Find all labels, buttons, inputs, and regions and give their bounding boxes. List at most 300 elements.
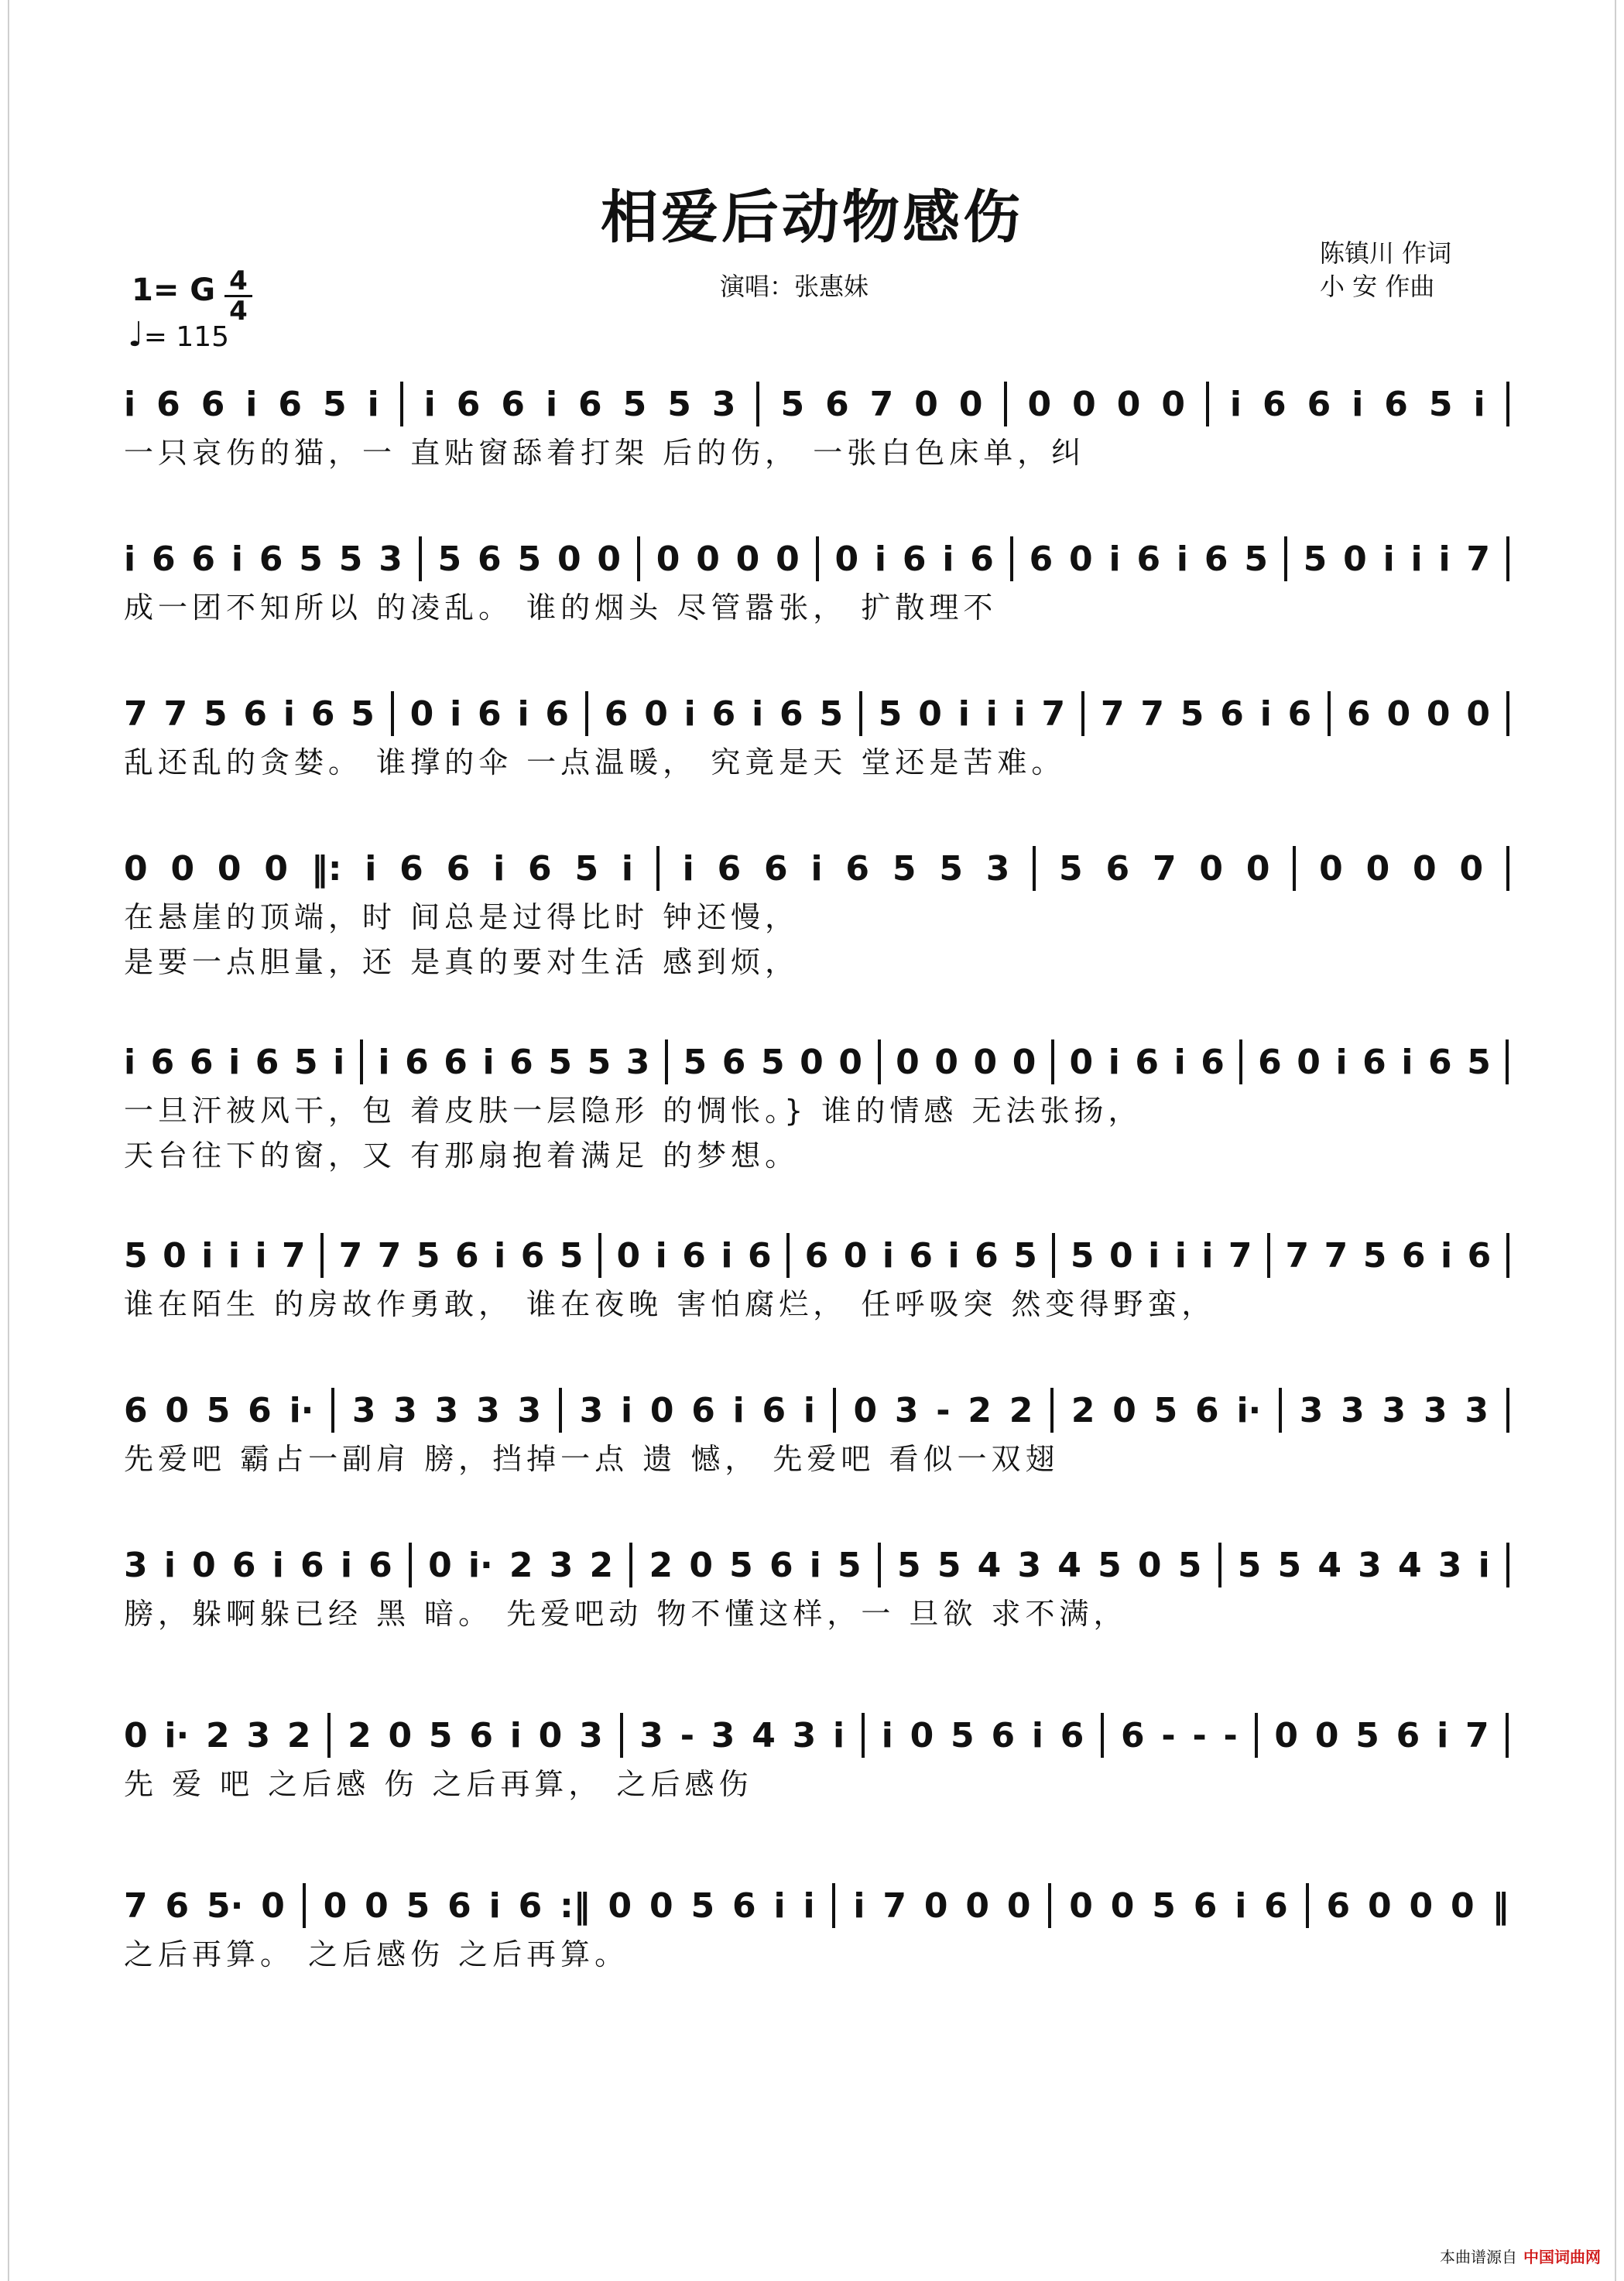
note-token: 7 xyxy=(1100,694,1125,734)
note-token: i xyxy=(958,694,970,734)
note-token: 3 xyxy=(434,1390,459,1430)
note-token: i xyxy=(773,1885,786,1926)
song-title: 相爱后动物感伤 xyxy=(601,184,1023,251)
note-token: 5 xyxy=(1237,1545,1262,1585)
note-token: 6 xyxy=(1362,1042,1386,1082)
note-token: 6 xyxy=(259,539,283,579)
note-token: 7 xyxy=(338,1235,363,1276)
note-token: 5 xyxy=(1244,539,1268,579)
note-token: 6 xyxy=(1307,384,1331,424)
note-token: 7 xyxy=(1041,694,1066,734)
note-token: 6 xyxy=(191,539,216,579)
bar-line xyxy=(637,536,640,581)
bar-line xyxy=(559,1388,562,1433)
note-token: i xyxy=(450,694,462,734)
note-token: 6 xyxy=(405,1042,429,1082)
note-token: 0 xyxy=(649,1390,674,1430)
bar-line xyxy=(1328,691,1331,736)
note-token: 5 xyxy=(1355,1715,1379,1755)
note-token: 0 xyxy=(323,1885,348,1926)
bar-line xyxy=(1048,1883,1051,1928)
note-token: 5 xyxy=(124,1235,148,1276)
note-token: i· xyxy=(1236,1390,1262,1430)
lyric-line: 在悬崖的顶端，时 间总是过得比时 钟还慢， xyxy=(124,899,800,934)
note-token: i xyxy=(482,1042,495,1082)
note-token: 6 xyxy=(604,694,629,734)
note-token: 6 xyxy=(310,694,335,734)
score-row xyxy=(124,536,1509,627)
note-token: i xyxy=(809,1545,821,1585)
note-token: 0 xyxy=(1161,384,1185,424)
note-token: 0 xyxy=(1343,539,1367,579)
score-row xyxy=(124,845,1509,981)
note-token: 5 xyxy=(416,1235,440,1276)
note-line xyxy=(124,1039,1509,1085)
note-token: 5 xyxy=(878,694,903,734)
note-token: 3 xyxy=(1299,1390,1324,1430)
bar-line xyxy=(391,691,394,736)
bar-line xyxy=(862,1713,865,1758)
note-token: 6 xyxy=(902,539,927,579)
lyric-line: 谁在陌生 的房故作勇敢， 谁在夜晚 害怕腐烂， 任呼吸突 然变得野蛮， xyxy=(124,1286,1216,1321)
note-token: 5 xyxy=(322,384,347,424)
note-token: 2 xyxy=(589,1545,614,1585)
note-token: i xyxy=(509,1715,522,1755)
note-token: 0 xyxy=(965,1885,989,1926)
bar-line xyxy=(1267,1233,1270,1278)
note-token: 5 xyxy=(897,1545,921,1585)
note-token: i xyxy=(1410,539,1423,579)
note-token: 3 xyxy=(124,1545,148,1585)
note-token: 5 xyxy=(622,384,647,424)
lyric-line: 膀，躲啊躲已经 黑 暗。 先爱吧动 物不懂这样，一 旦欲 求不满， xyxy=(124,1596,1128,1631)
note-token: 5 xyxy=(428,1715,453,1755)
note-token: 6 xyxy=(1467,1235,1492,1276)
note-token: 0 xyxy=(264,848,288,889)
lyric-line: 成一团不知所以 的凌乱。 谁的烟头 尽管嚣张， 扩散理不 xyxy=(124,590,998,625)
note-token: 6 xyxy=(845,848,870,889)
note-token: 0 xyxy=(1426,694,1451,734)
note-token: i xyxy=(810,848,823,889)
note-token: 0 xyxy=(1069,1042,1094,1082)
note-token: 6 xyxy=(779,694,803,734)
note-token: 0 xyxy=(608,1885,632,1926)
bar-line xyxy=(360,1039,363,1084)
note-line xyxy=(124,690,1509,737)
note-token: 5 xyxy=(1180,694,1204,734)
key-signature: 1= G xyxy=(132,272,216,308)
bar-line xyxy=(1239,1039,1242,1084)
note-token: 0 xyxy=(165,1390,190,1430)
bar-line xyxy=(1010,536,1013,581)
note-token: 0 xyxy=(1109,1235,1133,1276)
note-token: 5 xyxy=(667,384,691,424)
note-token: 0 xyxy=(1110,1885,1135,1926)
note-token: 6 xyxy=(151,539,176,579)
note-token: 7 xyxy=(1465,1715,1489,1755)
bar-line xyxy=(1506,1039,1509,1084)
bar-line xyxy=(1506,1713,1509,1758)
note-token: i xyxy=(231,539,243,579)
note-token: 6 xyxy=(248,1390,272,1430)
note-token: 0 xyxy=(1069,1885,1093,1926)
bar-line xyxy=(620,1713,623,1758)
note-token: i xyxy=(803,1390,815,1430)
note-token: i xyxy=(1259,694,1272,734)
note-token: 3 xyxy=(1341,1390,1365,1430)
note-token: i xyxy=(621,1390,633,1430)
note-token: 5 xyxy=(1098,1545,1122,1585)
note-token: 0 xyxy=(923,1885,948,1926)
note-token: 5 xyxy=(1428,384,1453,424)
note-token: 6 xyxy=(243,694,268,734)
note-token: 7 xyxy=(1152,848,1177,889)
note-token: 0 xyxy=(1451,1885,1475,1926)
score-row xyxy=(124,1882,1509,1974)
note-token: 3 xyxy=(1358,1545,1382,1585)
note-token: 6 xyxy=(478,694,502,734)
bar-line xyxy=(756,382,759,426)
bar-line xyxy=(400,382,403,426)
note-token: 0 xyxy=(973,1042,998,1082)
note-token: 5 xyxy=(299,539,323,579)
note-token: 0 xyxy=(1409,1885,1434,1926)
bar-line xyxy=(665,1039,668,1084)
note-token: 0 xyxy=(1116,384,1141,424)
note-token: i xyxy=(1108,1042,1120,1082)
bar-line xyxy=(327,1713,331,1758)
note-token: i xyxy=(1229,384,1242,424)
note-token: 6 xyxy=(1428,1042,1452,1082)
note-token: 5 xyxy=(939,848,963,889)
score-row xyxy=(124,381,1509,472)
note-token: 0 xyxy=(1365,848,1390,889)
note-token: i xyxy=(333,1042,345,1082)
note-token: i xyxy=(1031,1715,1043,1755)
note-token: :‖ xyxy=(560,1885,591,1926)
note-token: i xyxy=(367,384,379,424)
note-token: - xyxy=(1192,1715,1207,1755)
note-token: 4 xyxy=(977,1545,1002,1585)
note-token: 6 xyxy=(150,1042,175,1082)
note-token: 0 xyxy=(958,384,983,424)
note-token: i xyxy=(1174,1235,1187,1276)
note-token: 3 xyxy=(517,1390,542,1430)
note-token: 6 xyxy=(1326,1885,1351,1926)
note-token: i· xyxy=(289,1390,314,1430)
bar-line xyxy=(1004,382,1007,426)
note-token: 6 xyxy=(762,1390,786,1430)
note-token: 6 xyxy=(1401,1235,1426,1276)
bar-line xyxy=(598,1233,601,1278)
footer-source: 本曲谱源自 xyxy=(1440,2248,1517,2266)
note-token: i xyxy=(1201,1235,1214,1276)
note-token: i xyxy=(1235,1885,1247,1926)
note-token: 6 xyxy=(278,384,302,424)
note-token: i xyxy=(684,694,696,734)
note-token: i xyxy=(545,384,558,424)
note-token: 0 xyxy=(649,1885,673,1926)
note-token: 5 xyxy=(1013,1235,1037,1276)
note-token: 3 xyxy=(579,1715,603,1755)
note-token: 3 xyxy=(1465,1390,1489,1430)
score-row xyxy=(124,1387,1509,1478)
bar-line xyxy=(1101,1713,1104,1758)
note-token: i xyxy=(493,848,505,889)
note-token: 6 xyxy=(1262,384,1287,424)
note-token: 0 xyxy=(1006,1885,1031,1926)
note-token: i xyxy=(228,1235,240,1276)
note-token: 5 xyxy=(937,1545,961,1585)
note-token: i xyxy=(1473,384,1485,424)
note-line xyxy=(124,1387,1509,1433)
note-token: 2 xyxy=(1009,1390,1033,1430)
note-token: i xyxy=(655,1235,667,1276)
note-token: i xyxy=(882,1235,894,1276)
note-token: 5 xyxy=(206,1390,231,1430)
note-token: 6 xyxy=(711,694,736,734)
note-token: 5 xyxy=(587,1042,612,1082)
note-token: 7 xyxy=(163,694,188,734)
note-token: 0 xyxy=(1137,1545,1162,1585)
note-token: - xyxy=(1223,1715,1238,1755)
note-token: 3 xyxy=(476,1390,500,1430)
note-token: 3 xyxy=(639,1715,663,1755)
lyric-line: 一旦汗被风干，包 着皮肤一层隐形 的惆怅。} 谁的情感 无法张扬， xyxy=(124,1093,1143,1128)
note-token: 0 xyxy=(597,539,622,579)
time-signature-bottom: 4 xyxy=(229,296,248,327)
note-token: 0 xyxy=(853,1390,878,1430)
quarter-note-icon: ♩ xyxy=(128,315,144,354)
page-edge-right xyxy=(1615,0,1616,2281)
note-token: i xyxy=(732,1390,745,1430)
note-token: 5 xyxy=(351,694,375,734)
note-token: 2 xyxy=(286,1715,311,1755)
note-token: 6 xyxy=(444,1042,468,1082)
note-token: 0 xyxy=(1386,694,1411,734)
note-token: 0 xyxy=(1274,1715,1299,1755)
note-token: 6 xyxy=(447,1885,471,1926)
note-token: i xyxy=(1441,1235,1453,1276)
bar-line xyxy=(1293,846,1296,891)
note-token: 0 xyxy=(843,1235,868,1276)
note-token: 6 xyxy=(1029,539,1054,579)
note-token: i xyxy=(1437,1715,1449,1755)
note-token: i xyxy=(1382,539,1395,579)
bar-line xyxy=(833,1388,836,1433)
note-token: 5 xyxy=(1362,1235,1387,1276)
note-token: i xyxy=(1013,694,1026,734)
note-token: 6 xyxy=(518,1885,543,1926)
bar-line xyxy=(1081,691,1084,736)
note-token: 5 xyxy=(1467,1042,1491,1082)
lyric-line: 天台往下的窗，又 有那扇抱着满足 的梦想。 xyxy=(124,1138,800,1173)
note-token: 0 xyxy=(800,1042,824,1082)
note-token: 6 xyxy=(1105,848,1130,889)
note-token: 5 xyxy=(760,1042,785,1082)
note-token: i xyxy=(1438,539,1451,579)
note-token: 4 xyxy=(1397,1545,1422,1585)
note-line xyxy=(124,1542,1509,1588)
bar-line xyxy=(656,846,660,891)
note-token: 0 xyxy=(1199,848,1224,889)
note-token: 6 xyxy=(189,1042,214,1082)
note-token: 5 xyxy=(683,1042,708,1082)
note-token: 6 xyxy=(300,1545,324,1585)
note-token: 6 xyxy=(456,384,481,424)
note-token: 3 xyxy=(549,1545,574,1585)
bar-line xyxy=(1255,1713,1258,1758)
note-token: 0 xyxy=(1314,1715,1339,1755)
note-token: 3 xyxy=(1423,1390,1448,1430)
bar-line xyxy=(832,1883,835,1928)
note-token: 0 xyxy=(365,1885,389,1926)
note-token: 5 xyxy=(293,1042,318,1082)
note-token: 6 xyxy=(1396,1715,1420,1755)
note-token: 0 xyxy=(124,1715,148,1755)
note-line xyxy=(124,1882,1509,1929)
bar-line xyxy=(303,1883,306,1928)
bar-line xyxy=(1306,1883,1309,1928)
note-token: 5 xyxy=(1277,1545,1302,1585)
note-token: 6 xyxy=(501,384,525,424)
note-token: 6 xyxy=(231,1545,256,1585)
score-row xyxy=(124,1039,1509,1175)
note-token: 7 xyxy=(1140,694,1164,734)
note-token: 6 xyxy=(691,1390,715,1430)
note-token: 5 xyxy=(892,848,916,889)
note-token: 0 xyxy=(1459,848,1484,889)
note-token: 6 xyxy=(156,384,180,424)
note-token: i xyxy=(423,384,436,424)
note-token: 5 xyxy=(574,848,599,889)
note-token: 7 xyxy=(1466,539,1490,579)
note-token: i xyxy=(340,1545,352,1585)
bar-line xyxy=(1506,846,1509,891)
note-token: 5 xyxy=(1059,848,1083,889)
note-token: i xyxy=(1478,1545,1490,1585)
note-token: 7 xyxy=(882,1885,906,1926)
note-token: 6 xyxy=(545,694,570,734)
note-token: i xyxy=(721,1235,733,1276)
note-token: 6 xyxy=(1346,694,1371,734)
note-token: 6 xyxy=(764,848,788,889)
note-token: 6 xyxy=(1204,539,1228,579)
note-token: 0 xyxy=(388,1715,413,1755)
note-token: 2 xyxy=(1071,1390,1095,1430)
composer-credit: 小 安 作曲 xyxy=(1320,272,1435,301)
footer-brand: 中国词曲网 xyxy=(1523,2248,1601,2266)
note-token: 6 xyxy=(1135,1042,1160,1082)
bar-line xyxy=(629,1543,632,1587)
note-token: i· xyxy=(468,1545,493,1585)
note-token: i xyxy=(272,1545,284,1585)
note-token: 0 xyxy=(428,1545,452,1585)
note-token: 6 xyxy=(909,1235,934,1276)
note-token: i xyxy=(124,384,136,424)
note-token: 4 xyxy=(1317,1545,1341,1585)
note-token: i xyxy=(853,1885,865,1926)
note-line xyxy=(124,536,1509,582)
note-token: 3 xyxy=(1382,1390,1406,1430)
source-footer xyxy=(1440,2245,1601,2267)
note-token: 2 xyxy=(968,1390,992,1430)
note-token: 2 xyxy=(509,1545,533,1585)
note-token: 3 xyxy=(711,384,736,424)
note-token: - xyxy=(680,1715,694,1755)
note-token: i xyxy=(985,694,998,734)
bar-line xyxy=(419,536,422,581)
note-token: 7 xyxy=(1228,1235,1252,1276)
note-token: 6 xyxy=(769,1545,793,1585)
note-token: 7 xyxy=(282,1235,306,1276)
bar-line xyxy=(1506,1233,1509,1278)
bar-line xyxy=(585,691,588,736)
score-row xyxy=(124,1542,1509,1633)
note-token: 6 xyxy=(368,1545,392,1585)
note-token: 5 xyxy=(838,1545,862,1585)
note-token: i xyxy=(124,539,136,579)
bar-line xyxy=(786,1233,790,1278)
note-line xyxy=(124,1712,1509,1759)
note-token: 6 xyxy=(721,1042,746,1082)
note-token: 6 xyxy=(520,1235,545,1276)
note-token: 0 xyxy=(735,539,760,579)
note-token: 5 xyxy=(690,1885,715,1926)
note-token: 5 xyxy=(951,1715,975,1755)
score-row xyxy=(124,1232,1509,1324)
note-token: 3 xyxy=(246,1715,271,1755)
note-token: ‖: xyxy=(310,848,342,889)
note-token: 6 xyxy=(732,1885,756,1926)
note-token: 3 xyxy=(393,1390,417,1430)
note-token: 6 xyxy=(804,1235,829,1276)
note-token: 0 xyxy=(834,539,859,579)
note-token: 0 xyxy=(217,848,242,889)
note-token: 6 xyxy=(200,384,225,424)
bar-line xyxy=(1506,1388,1509,1433)
note-token: 0 xyxy=(124,848,148,889)
lyric-line: 是要一点胆量，还 是真的要对生活 感到烦， xyxy=(124,944,800,979)
note-token: 6 xyxy=(455,1235,479,1276)
note-token: 0 xyxy=(776,539,800,579)
note-token: i xyxy=(488,1885,501,1926)
note-token: 0 xyxy=(409,694,434,734)
note-token: 2 xyxy=(206,1715,230,1755)
note-token: i xyxy=(1108,539,1121,579)
tempo-marking xyxy=(128,315,229,354)
note-token: i xyxy=(124,1042,136,1082)
note-token: i xyxy=(1401,1042,1413,1082)
lyric-line: 先 爱 吧 之后感 伤 之后再算， 之后感伤 xyxy=(124,1766,753,1801)
note-token: i xyxy=(947,1235,960,1276)
bar-line xyxy=(878,1039,881,1084)
note-token: 7 xyxy=(124,694,148,734)
lyric-line: 乱还乱的贪婪。 谁撑的伞 一点温暖， 究竟是天 堂还是苦难。 xyxy=(124,745,1066,779)
note-token: 6 xyxy=(717,848,742,889)
note-token: 5 xyxy=(517,539,542,579)
note-token: 6 xyxy=(970,539,994,579)
note-token: 0 xyxy=(918,694,942,734)
note-token: i xyxy=(517,694,529,734)
note-token: 0 xyxy=(838,1042,862,1082)
note-token: i xyxy=(378,1042,390,1082)
note-token: 2 xyxy=(348,1715,372,1755)
note-token: 3 xyxy=(379,539,403,579)
note-token: i xyxy=(1335,1042,1348,1082)
note-line xyxy=(124,1232,1509,1279)
note-token: 0 xyxy=(1012,1042,1036,1082)
